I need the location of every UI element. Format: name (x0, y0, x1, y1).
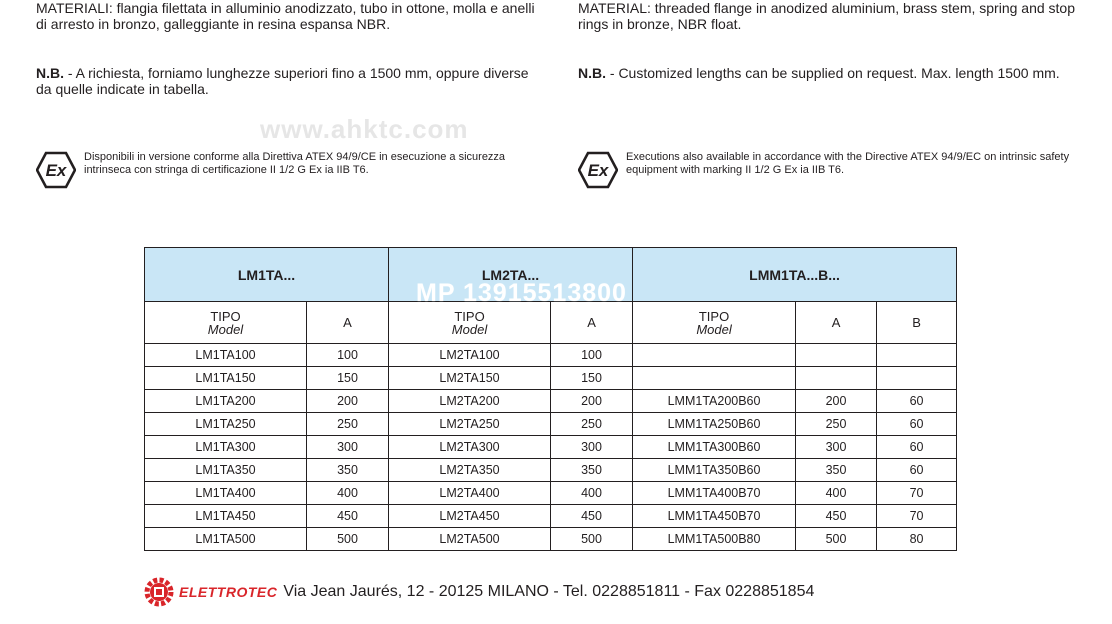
cell-a-lmm1ta: 400 (796, 482, 877, 505)
table-row (145, 505, 957, 528)
header-tipo-1 (145, 302, 307, 344)
cell-model-lm2ta: LM2TA200 (389, 390, 551, 413)
cell-a-lmm1ta: 200 (796, 390, 877, 413)
cell-a-lm1ta: 250 (307, 413, 389, 436)
atex-text-en: Executions also available in accordance with the Directive ATEX 94/9/EC on intrinsic safety equipment with marking II 1/2 G Ex ia IIB T6. (626, 151, 1070, 176)
model-label: Model (207, 321, 244, 337)
cell-model-lm1ta: LM1TA400 (145, 482, 307, 505)
header-tipo-3 (633, 302, 796, 344)
cell-b-lmm1ta: 70 (877, 482, 957, 505)
nb-label-en: N.B. (578, 65, 606, 81)
cell-a-lmm1ta: 300 (796, 436, 877, 459)
cell-a-lm1ta: 150 (307, 367, 389, 390)
cell-a-lm1ta: 400 (307, 482, 389, 505)
cell-a-lm1ta: 350 (307, 459, 389, 482)
cell-model-lm1ta: LM1TA250 (145, 413, 307, 436)
nb-it (36, 65, 536, 97)
cell-b-lmm1ta: 60 (877, 413, 957, 436)
atex-text-it: Disponibili in versione conforme alla Direttiva ATEX 94/9/CE in esecuzione a sicurezza intrinseca con stringa di certificazione II 1/2 G Ex ia IIB T6. (84, 151, 506, 176)
elettrotec-logo-icon (143, 576, 175, 608)
tipo-label: TIPO (454, 308, 485, 324)
cell-b-lmm1ta: 60 (877, 459, 957, 482)
cell-model-lm1ta: LM1TA450 (145, 505, 307, 528)
cell-a-lm2ta: 450 (551, 505, 633, 528)
watermark-tel: MP 13915513800 (416, 279, 627, 307)
cell-b-lmm1ta: 80 (877, 528, 957, 551)
english-column (578, 0, 1078, 81)
cell-model-lmm1ta (633, 367, 796, 390)
cell-model-lm1ta: LM1TA200 (145, 390, 307, 413)
cell-a-lmm1ta: 500 (796, 528, 877, 551)
group-lm1ta: LM1TA... (145, 248, 389, 302)
atex-ex-icon (578, 150, 618, 190)
materials-it: MATERIALI: flangia filettata in alluminio anodizzato, tubo in ottone, molla e anelli di arresto in bronzo, galleggiante in resina espansa NBR. (36, 0, 535, 32)
cell-model-lm2ta: LM2TA250 (389, 413, 551, 436)
cell-a-lm2ta: 400 (551, 482, 633, 505)
cell-model-lm1ta: LM1TA500 (145, 528, 307, 551)
cell-model-lm1ta: LM1TA150 (145, 367, 307, 390)
cell-model-lmm1ta: LMM1TA400B70 (633, 482, 796, 505)
cell-b-lmm1ta: 70 (877, 505, 957, 528)
tipo-label: TIPO (698, 308, 730, 324)
group-lmm1ta: LMM1TA...B... (633, 248, 957, 302)
svg-text:Ex: Ex (45, 161, 67, 180)
cell-model-lm2ta: LM2TA100 (389, 344, 551, 367)
watermark-url: www.ahktc.com (260, 114, 469, 144)
cell-a-lm2ta: 250 (551, 413, 633, 436)
cell-a-lm2ta: 200 (551, 390, 633, 413)
cell-model-lm1ta: LM1TA300 (145, 436, 307, 459)
cell-b-lmm1ta: 60 (877, 390, 957, 413)
header-a-3: A (796, 302, 877, 344)
tipo-label: TIPO (210, 308, 241, 324)
header-a-2: A (551, 302, 633, 344)
cell-model-lm2ta: LM2TA300 (389, 436, 551, 459)
table-row (145, 344, 957, 367)
cell-model-lmm1ta: LMM1TA200B60 (633, 390, 796, 413)
cell-a-lmm1ta: 350 (796, 459, 877, 482)
cell-a-lm1ta: 300 (307, 436, 389, 459)
cell-a-lm1ta: 500 (307, 528, 389, 551)
svg-text:Ex: Ex (587, 161, 609, 180)
atex-ex-icon (36, 150, 76, 190)
cell-a-lm2ta: 500 (551, 528, 633, 551)
cell-model-lmm1ta: LMM1TA350B60 (633, 459, 796, 482)
materials-en: MATERIAL: threaded flange in anodized aluminium, brass stem, spring and stop rings in bronze, NBR float. (578, 0, 1075, 32)
cell-b-lmm1ta: 60 (877, 436, 957, 459)
header-b-3: B (877, 302, 957, 344)
cell-model-lm1ta: LM1TA100 (145, 344, 307, 367)
footer (143, 576, 814, 608)
cell-model-lmm1ta: LMM1TA300B60 (633, 436, 796, 459)
cell-a-lmm1ta (796, 344, 877, 367)
cell-model-lmm1ta (633, 344, 796, 367)
cell-model-lm2ta: LM2TA500 (389, 528, 551, 551)
table-row (145, 367, 957, 390)
brand-name: ELETTROTEC (179, 584, 278, 600)
table-row (145, 482, 957, 505)
cell-b-lmm1ta (877, 367, 957, 390)
nb-text-it: - A richiesta, forniamo lunghezze superiori fino a 1500 mm, oppure diverse da quelle indicate in tabella. (36, 65, 529, 97)
cell-a-lm2ta: 300 (551, 436, 633, 459)
model-label: Model (451, 321, 488, 337)
table-row (145, 413, 957, 436)
cell-a-lm1ta: 100 (307, 344, 389, 367)
cell-model-lm2ta: LM2TA150 (389, 367, 551, 390)
cell-a-lmm1ta (796, 367, 877, 390)
cell-a-lm1ta: 200 (307, 390, 389, 413)
italian-column (36, 0, 536, 97)
cell-a-lmm1ta: 450 (796, 505, 877, 528)
cell-a-lmm1ta: 250 (796, 413, 877, 436)
cell-b-lmm1ta (877, 344, 957, 367)
group-lm2ta: LM2TA... (389, 248, 633, 302)
cell-a-lm2ta: 100 (551, 344, 633, 367)
cell-a-lm2ta: 150 (551, 367, 633, 390)
nb-en (578, 65, 1060, 81)
atex-note-en (578, 150, 1078, 190)
cell-model-lm2ta: LM2TA450 (389, 505, 551, 528)
header-a-1: A (307, 302, 389, 344)
company-address: Via Jean Jaurés, 12 - 20125 MILANO - Tel. 0228851811 - Fax 0228851854 (283, 583, 815, 600)
cell-model-lm2ta: LM2TA350 (389, 459, 551, 482)
atex-note-it (36, 150, 546, 190)
table-row (145, 459, 957, 482)
nb-text-en: - Customized lengths can be supplied on request. Max. length 1500 mm. (606, 65, 1060, 81)
table-row (145, 528, 957, 551)
cell-model-lm1ta: LM1TA350 (145, 459, 307, 482)
cell-a-lm2ta: 350 (551, 459, 633, 482)
table-row (145, 390, 957, 413)
table-row (145, 436, 957, 459)
cell-model-lmm1ta: LMM1TA500B80 (633, 528, 796, 551)
table-body (145, 344, 957, 551)
cell-a-lm1ta: 450 (307, 505, 389, 528)
cell-model-lm2ta: LM2TA400 (389, 482, 551, 505)
cell-model-lmm1ta: LMM1TA250B60 (633, 413, 796, 436)
cell-model-lmm1ta: LMM1TA450B70 (633, 505, 796, 528)
model-label: Model (696, 321, 732, 337)
nb-label-it: N.B. (36, 65, 64, 81)
